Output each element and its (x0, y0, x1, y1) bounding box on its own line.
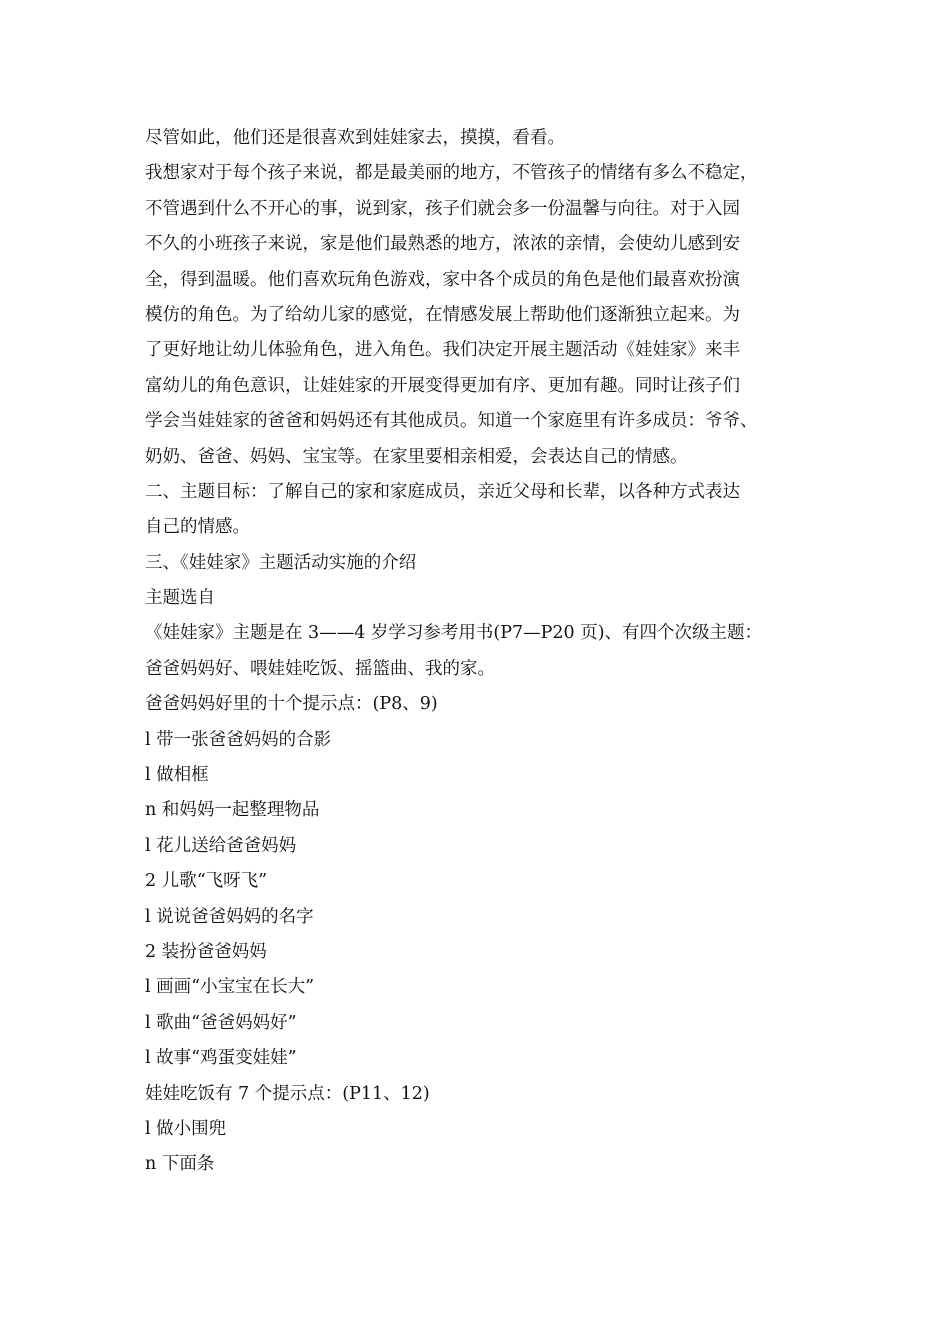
text-line: 奶奶、爸爸、妈妈、宝宝等。在家里要相亲相爱，会表达自己的情感。 (145, 446, 688, 467)
list-item: n 和妈妈一起整理物品 (145, 800, 320, 821)
list-item: l 做相框 (145, 765, 209, 786)
list-item: 2 儿歌“飞呀飞” (145, 871, 268, 892)
list-item: l 带一张爸爸妈妈的合影 (145, 729, 332, 750)
text-line: 主题选自 (145, 588, 215, 609)
section-heading: 三、《娃娃家》主题活动实施的介绍 (145, 552, 417, 573)
document-body (145, 121, 825, 1183)
text-line: 不管遇到什么不开心的事，说到家，孩子们就会多一份温馨与向往。对于入园 (145, 198, 740, 219)
list-item: l 画画“小宝宝在长大” (145, 977, 315, 998)
list-item: l 说说爸爸妈妈的名字 (145, 906, 314, 927)
text-line: 了更好地让幼儿体验角色，进入角色。我们决定开展主题活动《娃娃家》来丰 (145, 340, 740, 361)
text-line: 富幼儿的角色意识，让娃娃家的开展变得更加有序、更加有趣。同时让孩子们 (145, 375, 740, 396)
text-line: 《娃娃家》主题是在 3——4 岁学习参考用书(P7—P20 页)、有四个次级主题： (145, 623, 763, 644)
list-item: n 下面条 (145, 1154, 215, 1175)
text-line: 模仿的角色。为了给幼儿家的感觉，在情感发展上帮助他们逐渐独立起来。为 (145, 304, 740, 325)
list-item: l 花儿送给爸爸妈妈 (145, 835, 297, 856)
list-item: l 做小围兜 (145, 1118, 227, 1139)
list-item: l 歌曲“爸爸妈妈好” (145, 1012, 297, 1033)
text-line: 爸爸妈妈好、喂娃娃吃饭、摇篮曲、我的家。 (145, 658, 495, 679)
text-line: 我想家对于每个孩子来说，都是最美丽的地方，不管孩子的情绪有多么不稳定， (145, 163, 758, 184)
section-heading: 二、主题目标：了解自己的家和家庭成员，亲近父母和长辈，以各种方式表达 (145, 481, 740, 502)
list-item: 2 装扮爸爸妈妈 (145, 941, 267, 962)
text-line: 不久的小班孩子来说，家是他们最熟悉的地方，浓浓的亲情，会使幼儿感到安 (145, 234, 740, 255)
list-item: l 故事“鸡蛋变娃娃” (145, 1048, 297, 1069)
text-line: 尽管如此，他们还是很喜欢到娃娃家去，摸摸，看看。 (145, 128, 565, 148)
text-line: 学会当娃娃家的爸爸和妈妈还有其他成员。知道一个家庭里有许多成员：爷爷、 (145, 411, 758, 432)
text-line: 爸爸妈妈好里的十个提示点：(P8、9) (145, 694, 438, 715)
text-line: 全，得到温暖。他们喜欢玩角色游戏，家中各个成员的角色是他们最喜欢扮演 (145, 269, 740, 290)
text-line: 自己的情感。 (145, 517, 250, 538)
text-line: 娃娃吃饭有 7 个提示点：(P11、12) (145, 1083, 430, 1104)
